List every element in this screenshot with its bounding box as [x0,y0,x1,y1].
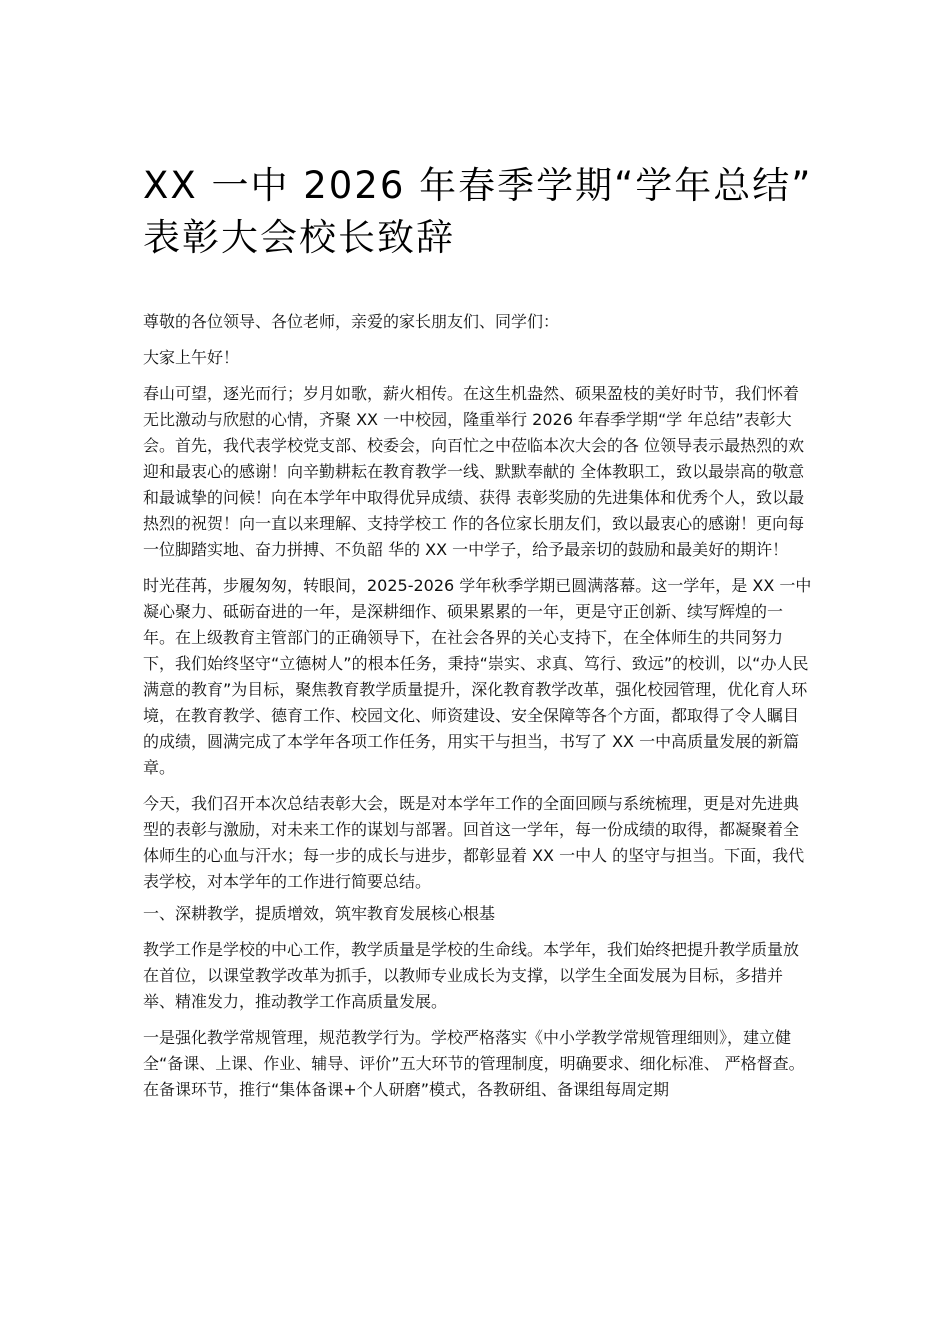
section-heading-1: 一、深耕教学，提质增效，筑牢教育发展核心根基 [143,904,496,923]
greeting: 大家上午好！ [143,348,240,367]
paragraph-teaching: 教学工作是学校的中心工作，教学质量是学校的生命线。本学年，我们始终把提升教学质量放在首位，以课堂教学改革为抓手，以教师专业成长为支撑，以学生全面发展为目标，多措并举、精准发力，推动教学工作高质量发展。 [143,940,800,1011]
document-body [143,309,813,1113]
paragraph-review: 时光荏苒，步履匆匆，转眼间，2025-2026 学年秋季学期已圆满落幕。这一学年，是 XX 一中凝心聚力、砥砺奋进的一年，是深耕细作、硕果累累的一年，更是守正创新、续写辉煌的一年。在上级教育主管部门的正确领导下，在社会各界的关心支持下，在全体师生的共同努力下，我们始终坚守“立德树人”的根本任务，秉持“崇实、求真、笃行、致远”的校训，以“办人民满意的教育”为目标，聚焦教育教学质量提升，深化教育教学改革，强化校园管理，优化育人环境，在教育教学、德育工作、校园文化、师资建设、安全保障等各个方面，都取得了令人瞩目的成绩，圆满完成了本学年各项工作任务，用实干与担当，书写了 XX 一中高质量发展的新篇章。 [143,576,812,777]
paragraph-opening: 春山可望，逐光而行；岁月如歌，薪火相传。在这生机盎然、硕果盈枝的美好时节，我们怀着无比激动与欣慰的心情，齐聚 XX 一中校园，隆重举行 2026 年春季学期“学 年总结”表彰大会。首先，我代表学校党支部、校委会，向百忙之中莅临本次大会的各 位领导表示最热烈的欢迎和最衷心的感谢！向辛勤耕耘在教育教学一线、默默奉献的 全体教职工，致以最崇高的敬意和最诚挚的问候！向在本学年中取得优异成绩、获得 表彰奖励的先进集体和优秀个人，致以最热烈的祝贺！向一直以来理解、支持学校工 作的各位家长朋友们，致以最衷心的感谢！更向每一位脚踏实地、奋力拼搏、不负韶 华的 XX 一中学子，给予最亲切的鼓励和最美好的期许！ [143,384,805,559]
document-title: XX 一中 2026 年春季学期“学年总结” 表彰大会校长致辞 [143,164,813,259]
paragraph-purpose: 今天，我们召开本次总结表彰大会，既是对本学年工作的全面回顾与系统梳理，更是对先进典型的表彰与激励，对未来工作的谋划与部署。回首这一学年，每一份成绩的取得，都凝聚着全体师生的心血与汗水；每一步的成长与进步，都彰显着 XX 一中人 的坚守与担当。下面，我代表学校，对本学年的工作进行简要总结。 [143,794,805,891]
salutation: 尊敬的各位领导、各位老师，亲爱的家长朋友们、同学们： [143,312,560,331]
paragraph-routine: 一是强化教学常规管理，规范教学行为。学校严格落实《中小学教学常规管理细则》，建立健全“备课、上课、作业、辅导、评价”五大环节的管理制度，明确要求、细化标准、 严格督查。在备课环节，推行“集体备课+个人研磨”模式，各教研组、备课组每周定期 [143,1028,805,1099]
